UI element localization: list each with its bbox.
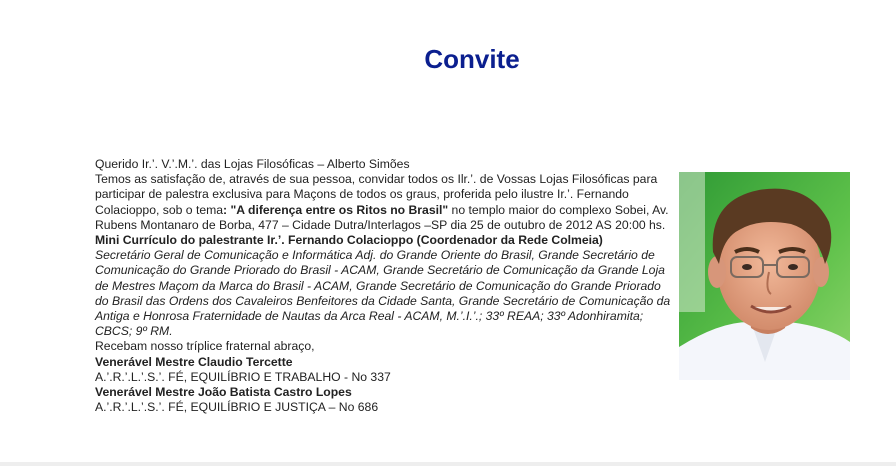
cv-heading: Mini Currículo do palestrante Ir.’. Fernando Colacioppo (Coordenador da Rede Colmeia): [95, 233, 603, 248]
letter-body: [95, 157, 675, 415]
signer1-lodge: A.’.R.’.L.’.S.’. FÉ, EQUILÍBRIO E TRABALHO - No 337: [95, 369, 391, 384]
invitation-text: Temos as satisfação de, através de sua pessoa, convidar todos os Ilr.’. de Vossas Lojas Filosóficas para participar de palestra exclusiva para Maçons de todos os graus, proferida pelo ilustre Ir.’. Fernando Colacioppo, sob o tema: [95, 172, 658, 217]
closing: Recebam nosso tríplice fraternal abraço,: [95, 339, 315, 354]
signer2-name: Venerável Mestre João Batista Castro Lopes: [95, 385, 352, 400]
signer1-name: Venerável Mestre Claudio Tercette: [95, 354, 293, 369]
speaker-photo: [679, 172, 850, 380]
signer2-lodge: A.’.R.’.L.’.S.’. FÉ, EQUILÍBRIO E JUSTIÇA – No 686: [95, 400, 379, 415]
invitation-details: no templo maior do complexo Sobei, Av. Rubens Montanaro de Borba, 477 – Cidade Dutra/Interlagos –SP dia 25 de outubro de 2012 AS 20:00 hs.: [95, 202, 669, 232]
invitation-paragraph: [95, 172, 675, 233]
cv-text: Secretário Geral de Comunicação e Informática Adj. do Grande Oriente do Brasil, Grande Secretário de Comunicação do Grande Priorado do Brasil - ACAM, Grande Secretário de Comunicação da Grande Loja de Mestres Maçom da Marca do Brasil - ACAM, Grande Secretário de Comunicação do Grande Priorado do Brasil das Ordens dos Cavaleiros Benfeitores da Cidade Santa, Grande Secretário de Comunicação da Antiga e Honrosa Fraternidade de Nautas da Arca Real - ACAM, M.’.I.’.; 33º REAA; 33º Adonhiramita; CBCS; 9º RM.: [95, 248, 671, 339]
greeting: Querido Ir.’. V.’.M.’. das Lojas Filosóficas – Alberto Simões: [95, 157, 410, 171]
bottom-divider: [0, 462, 896, 466]
lecture-topic: : "A diferença entre os Ritos no Brasil": [223, 202, 449, 217]
page-title: Convite: [424, 44, 520, 74]
speaker-portrait-image: [679, 172, 850, 380]
